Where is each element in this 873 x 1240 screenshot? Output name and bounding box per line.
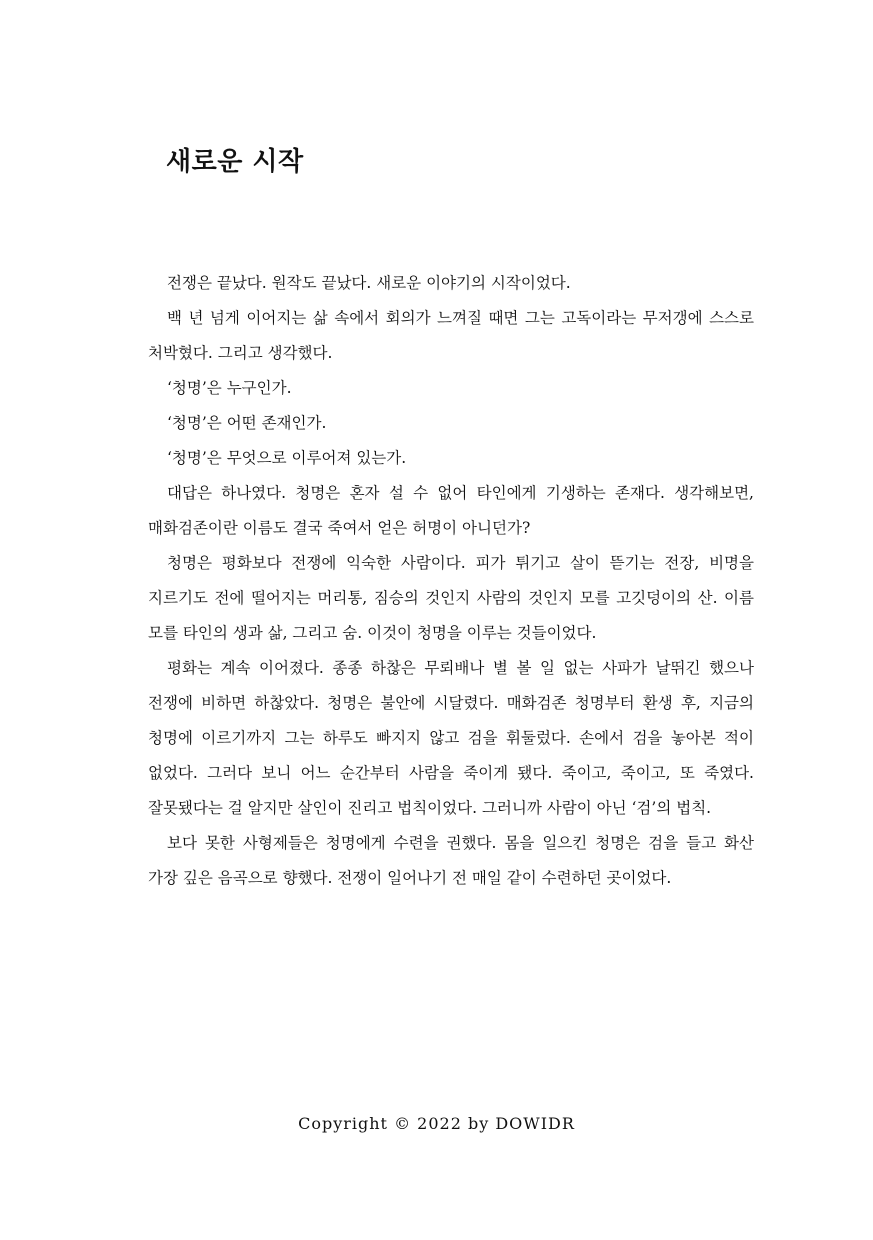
paragraph: ‘청명’은 어떤 존재인가.: [167, 414, 327, 432]
chapter-body: [148, 266, 754, 896]
paragraph: 청명은 평화보다 전쟁에 익숙한 사람이다. 피가 튀기고 살이 뜯기는 전장, 비명을 지르기도 전에 떨어지는 머리통, 짐승의 것인지 사람의 것인지 모를 고깃덩이의 산. 이름 모를 타인의 생과 삶, 그리고 숨. 이것이 청명을 이루는 것들이었다.: [148, 554, 754, 642]
paragraph: ‘청명’은 무엇으로 이루어져 있는가.: [167, 449, 407, 467]
paragraph: 백 년 넘게 이어지는 삶 속에서 회의가 느껴질 때면 그는 고독이라는 무저갱에 스스로 처박혔다. 그리고 생각했다.: [148, 309, 754, 362]
paragraph: 보다 못한 사형제들은 청명에게 수련을 권했다. 몸을 일으킨 청명은 검을 들고 화산 가장 깊은 음곡으로 향했다. 전쟁이 일어나기 전 매일 같이 수련하던 곳이었다.: [148, 834, 754, 887]
chapter-title: 새로운 시작: [166, 147, 304, 177]
copyright-footer: Copyright © 2022 by DOWIDR: [298, 1114, 575, 1133]
paragraph: 대답은 하나였다. 청명은 혼자 설 수 없어 타인에게 기생하는 존재다. 생각해보면, 매화검존이란 이름도 결국 죽여서 얻은 허명이 아니던가?: [148, 484, 754, 537]
paragraph: ‘청명’은 누구인가.: [167, 379, 292, 397]
paragraph: 전쟁은 끝났다. 원작도 끝났다. 새로운 이야기의 시작이었다.: [167, 274, 571, 292]
paragraph: 평화는 계속 이어졌다. 종종 하찮은 무뢰배나 별 볼 일 없는 사파가 날뛰긴 했으나 전쟁에 비하면 하찮았다. 청명은 불안에 시달렸다. 매화검존 청명부터 환생 후, 지금의 청명에 이르기까지 그는 하루도 빠지지 않고 검을 휘둘렀다. 손에서 검을 놓아본 적이 없었다. 그러다 보니 어느 순간부터 사람을 죽이게 됐다. 죽이고, 죽이고, 또 죽였다. 잘못됐다는 걸 알지만 살인이 진리고 법칙이었다. 그러니까 사람이 아닌 ‘검’의 법칙.: [148, 659, 754, 817]
